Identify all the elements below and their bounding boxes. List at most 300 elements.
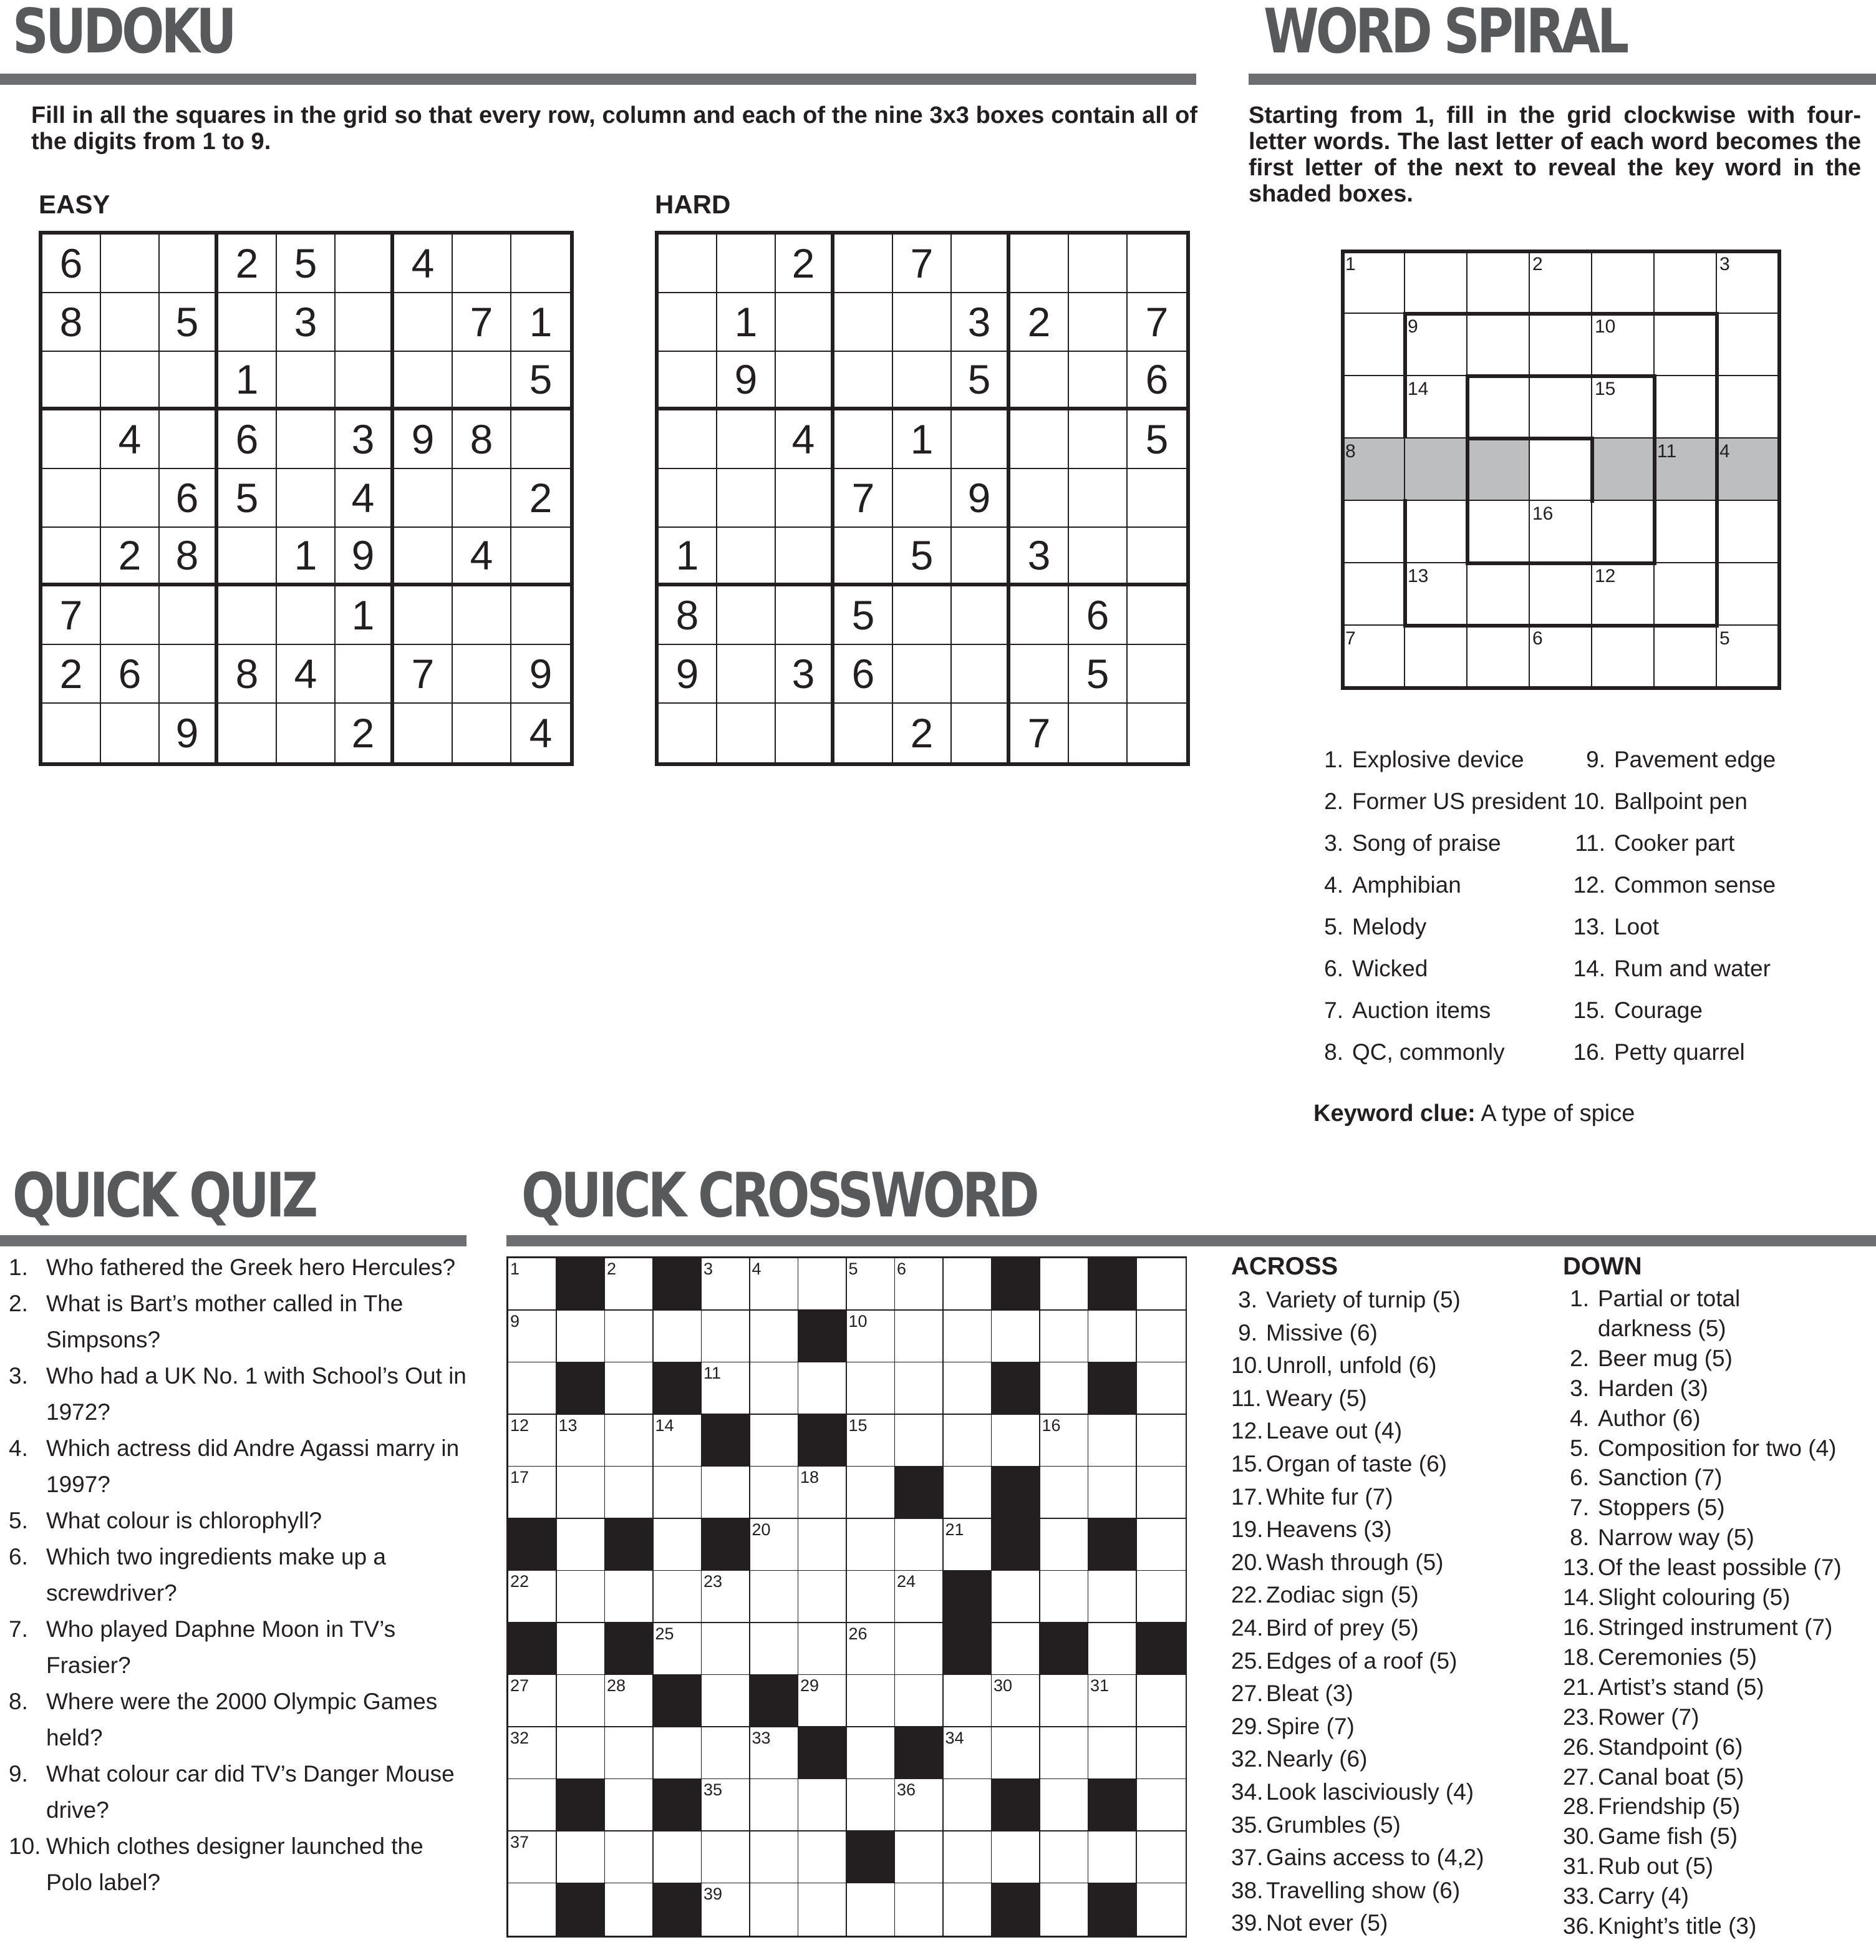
sudoku-cell[interactable]: [160, 586, 218, 645]
sudoku-cell[interactable]: [717, 410, 776, 469]
crossword-cell[interactable]: [508, 1883, 557, 1936]
crossword-cell[interactable]: [557, 1467, 606, 1519]
crossword-cell[interactable]: [944, 1675, 992, 1727]
sudoku-cell[interactable]: 1: [893, 410, 952, 469]
sudoku-cell[interactable]: [453, 352, 511, 410]
crossword-cell[interactable]: [895, 1831, 944, 1884]
sudoku-cell[interactable]: [42, 352, 101, 410]
sudoku-cell[interactable]: 4: [394, 235, 453, 293]
sudoku-cell[interactable]: 5: [1069, 645, 1128, 704]
crossword-cell[interactable]: [1137, 1883, 1186, 1936]
sudoku-cell[interactable]: [1069, 352, 1128, 410]
crossword-cell[interactable]: [1040, 1467, 1089, 1519]
sudoku-cell[interactable]: 4: [776, 410, 834, 469]
crossword-cell[interactable]: [702, 1467, 750, 1519]
sudoku-cell[interactable]: 9: [160, 704, 218, 762]
sudoku-cell[interactable]: [453, 645, 511, 704]
sudoku-cell[interactable]: 5: [511, 352, 570, 410]
crossword-cell[interactable]: [508, 1779, 557, 1831]
crossword-cell[interactable]: [895, 1571, 944, 1623]
crossword-cell[interactable]: [654, 1467, 702, 1519]
crossword-cell[interactable]: [847, 1883, 896, 1936]
spiral-cell[interactable]: [1405, 563, 1467, 626]
crossword-cell[interactable]: [847, 1519, 896, 1571]
sudoku-cell[interactable]: 9: [952, 469, 1010, 528]
sudoku-cell[interactable]: [453, 469, 511, 528]
crossword-cell[interactable]: [750, 1519, 799, 1571]
crossword-cell[interactable]: [992, 1623, 1040, 1676]
sudoku-cell[interactable]: [659, 410, 717, 469]
sudoku-cell[interactable]: 6: [160, 469, 218, 528]
sudoku-cell[interactable]: 4: [336, 469, 394, 528]
sudoku-cell[interactable]: 7: [1010, 704, 1069, 762]
sudoku-cell[interactable]: [511, 410, 570, 469]
crossword-cell[interactable]: [992, 1727, 1040, 1780]
sudoku-cell[interactable]: [952, 645, 1010, 704]
sudoku-cell[interactable]: [717, 528, 776, 586]
spiral-cell[interactable]: [1530, 563, 1592, 626]
sudoku-cell[interactable]: 2: [336, 704, 394, 762]
spiral-cell[interactable]: [1592, 626, 1655, 688]
sudoku-cell[interactable]: [1069, 704, 1128, 762]
sudoku-cell[interactable]: [42, 528, 101, 586]
crossword-cell[interactable]: [750, 1467, 799, 1519]
sudoku-cell[interactable]: [394, 704, 453, 762]
crossword-cell[interactable]: [1040, 1258, 1089, 1311]
crossword-cell[interactable]: [750, 1415, 799, 1467]
sudoku-cell[interactable]: [1069, 293, 1128, 352]
sudoku-cell[interactable]: 6: [101, 645, 160, 704]
spiral-cell[interactable]: [1717, 563, 1779, 626]
sudoku-cell[interactable]: 1: [717, 293, 776, 352]
spiral-cell[interactable]: [1592, 251, 1655, 314]
spiral-cell[interactable]: [1655, 251, 1717, 314]
crossword-cell[interactable]: [1040, 1519, 1089, 1571]
sudoku-cell[interactable]: [1128, 704, 1186, 762]
crossword-cell[interactable]: [847, 1571, 896, 1623]
crossword-cell[interactable]: [798, 1467, 847, 1519]
spiral-cell[interactable]: [1467, 314, 1530, 376]
crossword-cell[interactable]: [798, 1258, 847, 1311]
sudoku-cell[interactable]: 8: [42, 293, 101, 352]
sudoku-cell[interactable]: 3: [952, 293, 1010, 352]
crossword-cell[interactable]: [1040, 1675, 1089, 1727]
spiral-cell[interactable]: [1343, 626, 1405, 688]
sudoku-cell[interactable]: [834, 352, 893, 410]
spiral-cell[interactable]: [1467, 563, 1530, 626]
sudoku-cell[interactable]: [893, 469, 952, 528]
crossword-cell[interactable]: [895, 1883, 944, 1936]
crossword-cell[interactable]: [605, 1362, 654, 1415]
sudoku-cell[interactable]: 9: [336, 528, 394, 586]
crossword-cell[interactable]: [944, 1883, 992, 1936]
sudoku-cell[interactable]: [659, 235, 717, 293]
crossword-cell[interactable]: [1040, 1779, 1089, 1831]
crossword-cell[interactable]: [508, 1831, 557, 1884]
crossword-cell[interactable]: [847, 1362, 896, 1415]
sudoku-cell[interactable]: [218, 586, 277, 645]
sudoku-cell[interactable]: [717, 235, 776, 293]
crossword-cell[interactable]: [508, 1362, 557, 1415]
spiral-cell[interactable]: [1467, 251, 1530, 314]
crossword-cell[interactable]: [750, 1883, 799, 1936]
sudoku-cell[interactable]: [659, 469, 717, 528]
crossword-cell[interactable]: [702, 1675, 750, 1727]
crossword-cell[interactable]: [1088, 1727, 1137, 1780]
sudoku-cell[interactable]: 2: [776, 235, 834, 293]
sudoku-cell[interactable]: [511, 528, 570, 586]
crossword-cell[interactable]: [557, 1675, 606, 1727]
sudoku-cell[interactable]: [511, 235, 570, 293]
sudoku-cell[interactable]: [1069, 410, 1128, 469]
spiral-cell[interactable]: [1717, 501, 1779, 563]
crossword-cell[interactable]: [605, 1311, 654, 1363]
sudoku-cell[interactable]: 4: [529, 710, 553, 756]
crossword-cell[interactable]: [654, 1727, 702, 1780]
spiral-cell[interactable]: [1655, 439, 1717, 501]
crossword-cell[interactable]: [847, 1467, 896, 1519]
sudoku-cell[interactable]: [717, 704, 776, 762]
sudoku-cell[interactable]: [1128, 528, 1186, 586]
spiral-cell[interactable]: [1592, 563, 1655, 626]
sudoku-cell[interactable]: [160, 235, 218, 293]
spiral-cell[interactable]: [1405, 376, 1467, 439]
sudoku-cell[interactable]: [453, 704, 511, 762]
crossword-cell[interactable]: [508, 1727, 557, 1780]
sudoku-cell[interactable]: 6: [42, 235, 101, 293]
sudoku-cell[interactable]: [776, 528, 834, 586]
spiral-cell[interactable]: [1405, 251, 1467, 314]
spiral-cell[interactable]: [1530, 501, 1592, 563]
crossword-cell[interactable]: [1040, 1831, 1089, 1884]
crossword-cell[interactable]: [1137, 1571, 1186, 1623]
crossword-cell[interactable]: [1137, 1519, 1186, 1571]
crossword-cell[interactable]: [557, 1415, 606, 1467]
crossword-cell[interactable]: [798, 1883, 847, 1936]
sudoku-cell[interactable]: [834, 293, 893, 352]
spiral-cell[interactable]: [1592, 376, 1655, 439]
crossword-cell[interactable]: [847, 1415, 896, 1467]
crossword-cell[interactable]: [1040, 1362, 1089, 1415]
sudoku-cell[interactable]: [659, 704, 717, 762]
crossword-cell[interactable]: [557, 1519, 606, 1571]
crossword-cell[interactable]: [654, 1519, 702, 1571]
sudoku-cell[interactable]: [453, 586, 511, 645]
spiral-cell[interactable]: [1343, 314, 1405, 376]
sudoku-cell[interactable]: 3: [277, 293, 336, 352]
crossword-cell[interactable]: [1040, 1311, 1089, 1363]
crossword-cell[interactable]: [798, 1623, 847, 1676]
sudoku-cell[interactable]: [101, 469, 160, 528]
sudoku-cell[interactable]: [336, 645, 394, 704]
sudoku-cell[interactable]: [717, 645, 776, 704]
crossword-cell[interactable]: [847, 1779, 896, 1831]
spiral-cell[interactable]: [1592, 501, 1655, 563]
sudoku-cell[interactable]: 2: [101, 528, 160, 586]
crossword-cell[interactable]: [944, 1831, 992, 1884]
crossword-cell[interactable]: [750, 1623, 799, 1676]
crossword-cell[interactable]: [654, 1831, 702, 1884]
sudoku-cell[interactable]: [453, 235, 511, 293]
sudoku-cell[interactable]: [952, 528, 1010, 586]
crossword-cell[interactable]: [1088, 1675, 1137, 1727]
spiral-cell[interactable]: [1405, 626, 1467, 688]
sudoku-cell[interactable]: 9: [394, 410, 453, 469]
sudoku-cell[interactable]: [277, 410, 336, 469]
sudoku-cell[interactable]: [659, 293, 717, 352]
sudoku-cell[interactable]: [160, 352, 218, 410]
sudoku-cell[interactable]: [776, 293, 834, 352]
sudoku-cell[interactable]: 7: [834, 469, 893, 528]
crossword-cell[interactable]: [992, 1311, 1040, 1363]
spiral-cell[interactable]: [1343, 563, 1405, 626]
crossword-cell[interactable]: [992, 1571, 1040, 1623]
sudoku-cell[interactable]: [394, 586, 453, 645]
sudoku-cell[interactable]: [1069, 469, 1128, 528]
sudoku-cell[interactable]: [394, 293, 453, 352]
sudoku-cell[interactable]: 8: [659, 586, 717, 645]
crossword-cell[interactable]: [750, 1571, 799, 1623]
sudoku-cell[interactable]: [101, 586, 160, 645]
spiral-cell[interactable]: [1405, 501, 1467, 563]
sudoku-cell[interactable]: [834, 704, 893, 762]
crossword-cell[interactable]: [557, 1311, 606, 1363]
sudoku-cell[interactable]: [1069, 235, 1128, 293]
crossword-cell[interactable]: [654, 1415, 702, 1467]
spiral-cell[interactable]: [1530, 439, 1592, 501]
spiral-cell[interactable]: [1530, 626, 1592, 688]
sudoku-cell[interactable]: 9: [659, 645, 717, 704]
crossword-cell[interactable]: [895, 1362, 944, 1415]
sudoku-cell[interactable]: 3: [336, 410, 394, 469]
sudoku-cell[interactable]: 1: [336, 586, 394, 645]
sudoku-cell[interactable]: 3: [1010, 528, 1069, 586]
crossword-cell[interactable]: [847, 1311, 896, 1363]
crossword-cell[interactable]: [847, 1675, 896, 1727]
sudoku-cell[interactable]: [101, 704, 160, 762]
sudoku-cell[interactable]: 9: [717, 352, 776, 410]
crossword-cell[interactable]: [605, 1831, 654, 1884]
crossword-cell[interactable]: [798, 1362, 847, 1415]
sudoku-cell[interactable]: [277, 352, 336, 410]
sudoku-cell[interactable]: [42, 469, 101, 528]
sudoku-cell[interactable]: [893, 352, 952, 410]
crossword-cell[interactable]: [750, 1779, 799, 1831]
spiral-cell[interactable]: [1343, 439, 1405, 501]
spiral-cell[interactable]: [1467, 439, 1530, 501]
sudoku-cell[interactable]: [776, 586, 834, 645]
crossword-cell[interactable]: [1137, 1779, 1186, 1831]
spiral-cell[interactable]: [1343, 251, 1405, 314]
crossword-cell[interactable]: [605, 1258, 654, 1311]
crossword-cell[interactable]: [798, 1519, 847, 1571]
crossword-cell[interactable]: [847, 1727, 896, 1780]
sudoku-cell[interactable]: [336, 352, 394, 410]
sudoku-cell[interactable]: [218, 528, 277, 586]
sudoku-cell[interactable]: [1069, 528, 1128, 586]
sudoku-cell[interactable]: [1128, 235, 1186, 293]
sudoku-cell[interactable]: [336, 235, 394, 293]
crossword-cell[interactable]: [654, 1571, 702, 1623]
sudoku-cell[interactable]: [776, 469, 834, 528]
spiral-cell[interactable]: [1405, 314, 1467, 376]
crossword-cell[interactable]: [798, 1779, 847, 1831]
spiral-cell[interactable]: [1530, 251, 1592, 314]
sudoku-cell[interactable]: [42, 410, 101, 469]
crossword-cell[interactable]: [508, 1258, 557, 1311]
spiral-cell[interactable]: [1717, 376, 1779, 439]
spiral-cell[interactable]: [1592, 314, 1655, 376]
sudoku-cell[interactable]: 5: [218, 469, 277, 528]
sudoku-cell[interactable]: [218, 704, 277, 762]
spiral-cell[interactable]: [1467, 376, 1530, 439]
crossword-cell[interactable]: [557, 1727, 606, 1780]
crossword-cell[interactable]: [702, 1831, 750, 1884]
crossword-cell[interactable]: [1040, 1415, 1089, 1467]
spiral-cell[interactable]: [1343, 501, 1405, 563]
crossword-cell[interactable]: [1137, 1675, 1186, 1727]
sudoku-cell[interactable]: [776, 352, 834, 410]
sudoku-cell[interactable]: 5: [277, 235, 336, 293]
crossword-cell[interactable]: [1040, 1727, 1089, 1780]
sudoku-cell[interactable]: [1128, 586, 1186, 645]
crossword-cell[interactable]: [944, 1467, 992, 1519]
sudoku-cell[interactable]: [1010, 586, 1069, 645]
sudoku-cell[interactable]: 7: [893, 235, 952, 293]
crossword-cell[interactable]: [605, 1675, 654, 1727]
sudoku-cell[interactable]: [511, 586, 570, 645]
crossword-cell[interactable]: [702, 1623, 750, 1676]
sudoku-cell[interactable]: [1010, 235, 1069, 293]
crossword-cell[interactable]: [1088, 1311, 1137, 1363]
sudoku-cell[interactable]: 6: [1069, 586, 1128, 645]
crossword-cell[interactable]: [798, 1675, 847, 1727]
sudoku-cell[interactable]: [717, 469, 776, 528]
sudoku-cell[interactable]: [277, 469, 336, 528]
spiral-cell[interactable]: [1655, 626, 1717, 688]
crossword-cell[interactable]: [1137, 1311, 1186, 1363]
spiral-cell[interactable]: [1655, 314, 1717, 376]
sudoku-cell[interactable]: 3: [776, 645, 834, 704]
sudoku-cell[interactable]: 2: [511, 469, 570, 528]
spiral-cell[interactable]: [1343, 376, 1405, 439]
crossword-cell[interactable]: [944, 1311, 992, 1363]
crossword-cell[interactable]: [557, 1831, 606, 1884]
sudoku-cell[interactable]: 2: [893, 704, 952, 762]
crossword-cell[interactable]: [702, 1779, 750, 1831]
sudoku-cell[interactable]: 7: [42, 586, 101, 645]
sudoku-cell[interactable]: 2: [218, 235, 277, 293]
crossword-cell[interactable]: [944, 1779, 992, 1831]
spiral-cell[interactable]: [1530, 314, 1592, 376]
crossword-cell[interactable]: [992, 1675, 1040, 1727]
crossword-cell[interactable]: [895, 1623, 944, 1676]
sudoku-cell[interactable]: [1128, 645, 1186, 704]
sudoku-cell[interactable]: 6: [834, 645, 893, 704]
crossword-cell[interactable]: [1040, 1883, 1089, 1936]
sudoku-cell[interactable]: [160, 645, 218, 704]
crossword-cell[interactable]: [895, 1258, 944, 1311]
crossword-cell[interactable]: [605, 1727, 654, 1780]
sudoku-cell[interactable]: 9: [511, 645, 570, 704]
spiral-cell[interactable]: [1717, 314, 1779, 376]
spiral-cell[interactable]: [1405, 439, 1467, 501]
sudoku-cell[interactable]: [834, 528, 893, 586]
crossword-cell[interactable]: [847, 1258, 896, 1311]
sudoku-cell[interactable]: [394, 528, 453, 586]
crossword-cell[interactable]: [702, 1571, 750, 1623]
sudoku-cell[interactable]: [1010, 410, 1069, 469]
spiral-cell[interactable]: [1592, 439, 1655, 501]
crossword-cell[interactable]: [992, 1415, 1040, 1467]
crossword-cell[interactable]: [895, 1415, 944, 1467]
sudoku-cell[interactable]: 1: [277, 528, 336, 586]
sudoku-cell[interactable]: [952, 586, 1010, 645]
crossword-cell[interactable]: [702, 1362, 750, 1415]
sudoku-cell[interactable]: 2: [42, 645, 101, 704]
crossword-cell[interactable]: [508, 1571, 557, 1623]
sudoku-cell[interactable]: [277, 586, 336, 645]
crossword-cell[interactable]: [992, 1831, 1040, 1884]
crossword-cell[interactable]: [508, 1467, 557, 1519]
sudoku-cell[interactable]: 2: [1010, 293, 1069, 352]
crossword-cell[interactable]: [702, 1311, 750, 1363]
crossword-cell[interactable]: [702, 1883, 750, 1936]
sudoku-cell[interactable]: 4: [101, 410, 160, 469]
crossword-cell[interactable]: [654, 1623, 702, 1676]
sudoku-cell[interactable]: [101, 352, 160, 410]
sudoku-cell[interactable]: [394, 469, 453, 528]
crossword-cell[interactable]: [605, 1415, 654, 1467]
sudoku-cell[interactable]: 6: [1128, 352, 1186, 410]
crossword-cell[interactable]: [944, 1362, 992, 1415]
crossword-cell[interactable]: [557, 1571, 606, 1623]
sudoku-cell[interactable]: 1: [218, 352, 277, 410]
spiral-cell[interactable]: [1467, 501, 1530, 563]
sudoku-cell[interactable]: [277, 704, 336, 762]
crossword-cell[interactable]: [654, 1311, 702, 1363]
sudoku-cell[interactable]: 8: [160, 528, 218, 586]
crossword-cell[interactable]: [750, 1311, 799, 1363]
crossword-cell[interactable]: [557, 1623, 606, 1676]
sudoku-cell[interactable]: [893, 645, 952, 704]
sudoku-cell[interactable]: 4: [453, 528, 511, 586]
crossword-cell[interactable]: [1040, 1571, 1089, 1623]
crossword-cell[interactable]: [702, 1727, 750, 1780]
sudoku-cell[interactable]: [952, 235, 1010, 293]
spiral-cell[interactable]: [1717, 251, 1779, 314]
crossword-cell[interactable]: [605, 1883, 654, 1936]
sudoku-cell[interactable]: 5: [834, 586, 893, 645]
sudoku-cell[interactable]: 5: [160, 293, 218, 352]
sudoku-cell[interactable]: [776, 704, 834, 762]
sudoku-cell[interactable]: [893, 586, 952, 645]
crossword-cell[interactable]: [750, 1831, 799, 1884]
crossword-cell[interactable]: [1088, 1415, 1137, 1467]
sudoku-cell[interactable]: [717, 586, 776, 645]
spiral-cell[interactable]: [1467, 626, 1530, 688]
crossword-cell[interactable]: [750, 1362, 799, 1415]
spiral-cell[interactable]: [1717, 439, 1779, 501]
spiral-cell[interactable]: [1655, 563, 1717, 626]
spiral-cell[interactable]: [1530, 376, 1592, 439]
crossword-cell[interactable]: [1137, 1727, 1186, 1780]
sudoku-cell[interactable]: 5: [952, 352, 1010, 410]
crossword-cell[interactable]: [895, 1311, 944, 1363]
sudoku-cell[interactable]: 5: [1128, 410, 1186, 469]
spiral-cell[interactable]: [1655, 501, 1717, 563]
crossword-cell[interactable]: [508, 1415, 557, 1467]
